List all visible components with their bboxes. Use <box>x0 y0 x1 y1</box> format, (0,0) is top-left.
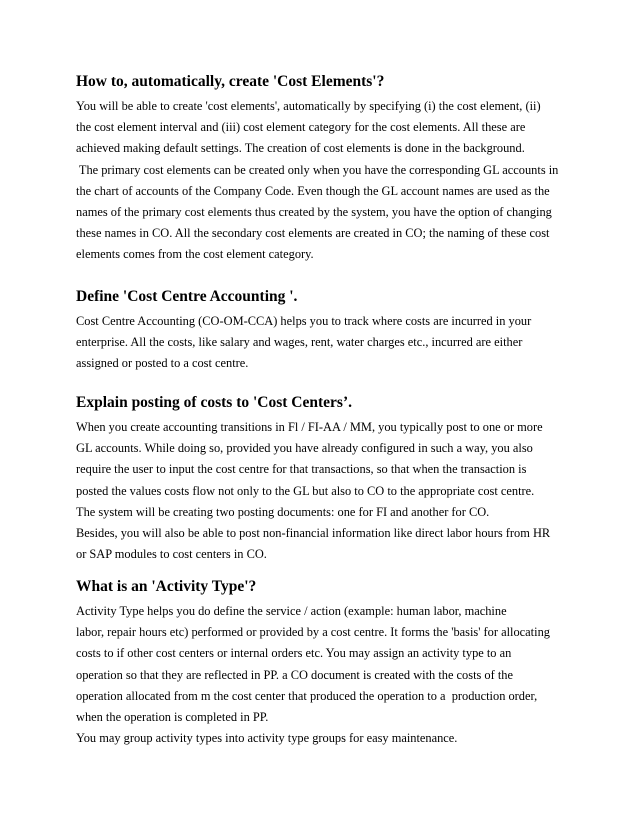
body-line: the chart of accounts of the Company Code. Even though the GL account names are used as the <box>76 183 550 198</box>
body-line: operation so that they are reflected in PP. a CO document is created with the costs of the <box>76 667 513 682</box>
section-heading: How to, automatically, create 'Cost Elements'? <box>76 73 385 90</box>
body-line: names of the primary cost elements thus created by the system, you have the option of changing <box>76 205 552 220</box>
section-heading: Define 'Cost Centre Accounting '. <box>76 288 298 305</box>
section-posting-costs <box>76 393 576 565</box>
section-activity-type <box>76 577 576 749</box>
body-line: You may group activity types into activity type groups for easy maintenance. <box>76 731 458 746</box>
section-body <box>76 601 576 749</box>
body-line: enterprise. All the costs, like salary and wages, rent, water charges etc., incurred are either <box>76 335 523 350</box>
body-line: Activity Type helps you do define the service / action (example: human labor, machine <box>76 604 507 618</box>
body-line: When you create accounting transitions in Fl / FI-AA / MM, you typically post to one or more <box>76 420 543 434</box>
body-line: costs to if other cost centers or internal orders etc. You may assign an activity type to an <box>76 646 512 661</box>
section-body <box>76 96 576 266</box>
body-line: these names in CO. All the secondary cost elements are created in CO; the naming of these cost <box>76 226 550 241</box>
section-cost-centre-accounting <box>76 287 576 375</box>
body-line: or SAP modules to cost centers in CO. <box>76 547 267 562</box>
body-line: Besides, you will also be able to post non-financial information like direct labor hours from HR <box>76 526 551 541</box>
body-line: posted the values costs flow not only to the GL but also to CO to the appropriate cost centre. <box>76 483 535 498</box>
section-heading: What is an 'Activity Type'? <box>76 578 257 595</box>
section-body <box>76 311 576 375</box>
body-line: Cost Centre Accounting (CO-OM-CCA) helps you to track where costs are incurred in your <box>76 314 532 328</box>
section-heading: Explain posting of costs to 'Cost Centers’. <box>76 394 352 411</box>
body-line: when the operation is completed in PP. <box>76 710 269 725</box>
body-line: labor, repair hours etc) performed or provided by a cost centre. It forms the 'basis' for allocating <box>76 625 550 640</box>
body-line: assigned or posted to a cost centre. <box>76 356 249 371</box>
body-line: You will be able to create 'cost elements', automatically by specifying (i) the cost element, (ii) <box>76 99 541 113</box>
section-cost-elements <box>76 72 576 266</box>
body-line: require the user to input the cost centre for that transactions, so that when the transaction is <box>76 462 527 477</box>
body-line: The system will be creating two posting documents: one for FI and another for CO. <box>76 504 490 519</box>
body-line: the cost element interval and (iii) cost element category for the cost elements. All these are <box>76 120 526 135</box>
section-body <box>76 417 576 565</box>
body-line: elements comes from the cost element category. <box>76 247 314 262</box>
body-line: GL accounts. While doing so, provided you have already configured in such a way, you also <box>76 441 533 456</box>
body-line: achieved making default settings. The creation of cost elements is done in the background. <box>76 141 525 156</box>
body-line: operation allocated from m the cost center that produced the operation to a production order, <box>76 688 538 703</box>
body-line: The primary cost elements can be created only when you have the corresponding GL accounts in <box>76 162 559 177</box>
